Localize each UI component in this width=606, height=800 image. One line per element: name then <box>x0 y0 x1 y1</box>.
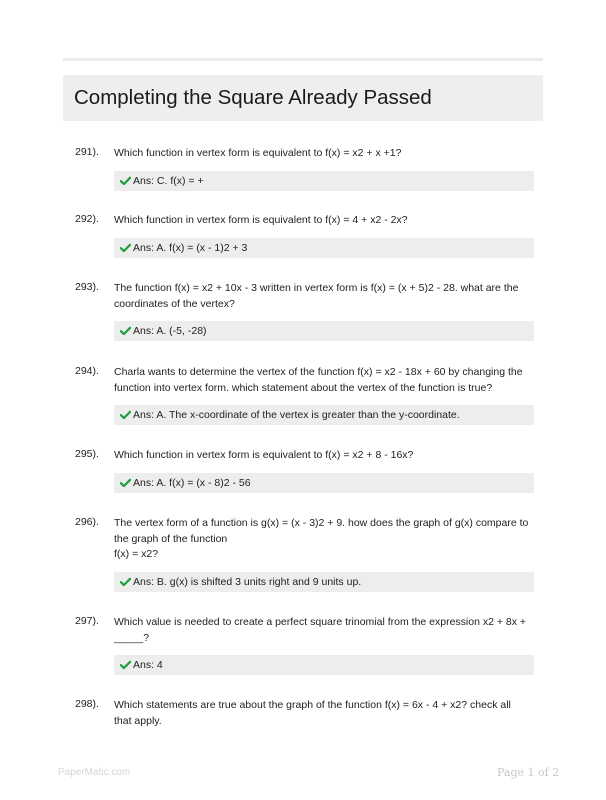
answer-text: Ans: A. (-5, -28) <box>133 325 207 337</box>
question-text <box>114 281 535 312</box>
question-number: 298). <box>75 698 99 710</box>
question-number: 294). <box>75 365 99 377</box>
answer-text: Ans: B. g(x) is shifted 3 units right and 9 units up. <box>133 575 362 588</box>
question-line: Which function in vertex form is equivalent to f(x) = 4 + x2 - 2x? <box>114 214 408 226</box>
question-number: 292). <box>75 213 99 225</box>
answer-text: Ans: A. f(x) = (x - 1)2 + 3 <box>133 241 248 254</box>
answer-text: Ans: C. f(x) = + <box>133 174 204 187</box>
answer-box <box>114 473 534 493</box>
question-line: The vertex form of a function is g(x) = (x - 3)2 + 9. how does the graph of g(x) compare to <box>114 517 529 529</box>
answer-box <box>114 238 534 258</box>
question-number: 291). <box>75 146 99 158</box>
question-line: _____? <box>114 631 150 644</box>
check-icon <box>120 243 131 253</box>
question-line: coordinates of the vertex? <box>114 297 235 310</box>
top-rule <box>63 58 543 61</box>
answer-text: Ans: 4 <box>133 659 163 671</box>
question-text <box>114 448 535 464</box>
question-item <box>75 365 535 425</box>
page-title: Completing the Square Already Passed <box>74 86 432 109</box>
question-text <box>114 365 535 396</box>
check-icon <box>120 478 131 488</box>
question-line: that apply. <box>114 714 162 727</box>
answer-box <box>114 171 534 191</box>
question-line: the graph of the function <box>114 532 228 545</box>
question-line: f(x) = x2? <box>114 548 159 560</box>
check-icon <box>120 660 131 670</box>
question-item <box>75 448 535 493</box>
question-text <box>114 146 535 162</box>
answer-box <box>114 405 534 425</box>
page-number: Page 1 of 2 <box>497 766 560 779</box>
question-line: Which value is needed to create a perfect square trinomial from the expression x2 + 8x + <box>114 616 527 628</box>
question-number: 297). <box>75 615 99 627</box>
check-icon <box>120 326 131 336</box>
check-icon <box>120 410 131 420</box>
question-line: Which statements are true about the graph of the function f(x) = 6x - 4 + x2? check all <box>114 699 511 711</box>
check-icon <box>120 176 131 186</box>
question-item <box>75 146 535 191</box>
question-number: 293). <box>75 281 99 293</box>
question-line: function into vertex form. which statement about the vertex of the function is true? <box>114 381 493 394</box>
answer-box <box>114 572 534 592</box>
title-band <box>63 75 543 121</box>
question-text <box>114 516 535 563</box>
question-line: The function f(x) = x2 + 10x - 3 written in vertex form is f(x) = (x + 5)2 - 28. what are the <box>114 282 519 294</box>
question-line: Which function in vertex form is equivalent to f(x) = x2 + 8 - 16x? <box>114 449 414 461</box>
answer-text: Ans: A. The x-coordinate of the vertex is greater than the y-coordinate. <box>133 409 460 421</box>
question-line: Which function in vertex form is equivalent to f(x) = x2 + x +1? <box>114 147 402 159</box>
question-text <box>114 213 535 229</box>
question-item <box>75 281 535 341</box>
question-item <box>75 516 535 592</box>
answer-box <box>114 655 534 675</box>
question-line: Charla wants to determine the vertex of the function f(x) = x2 - 18x + 60 by changing the <box>114 366 523 378</box>
answer-box <box>114 321 534 341</box>
answer-text: Ans: A. f(x) = (x - 8)2 - 56 <box>133 476 251 489</box>
question-text <box>114 615 535 646</box>
question-number: 295). <box>75 448 99 460</box>
question-item <box>75 213 535 258</box>
question-item <box>75 698 535 729</box>
question-number: 296). <box>75 516 99 528</box>
footer-site: PaperMatic.com <box>58 767 131 778</box>
question-item <box>75 615 535 675</box>
check-icon <box>120 577 131 587</box>
question-text <box>114 698 535 729</box>
